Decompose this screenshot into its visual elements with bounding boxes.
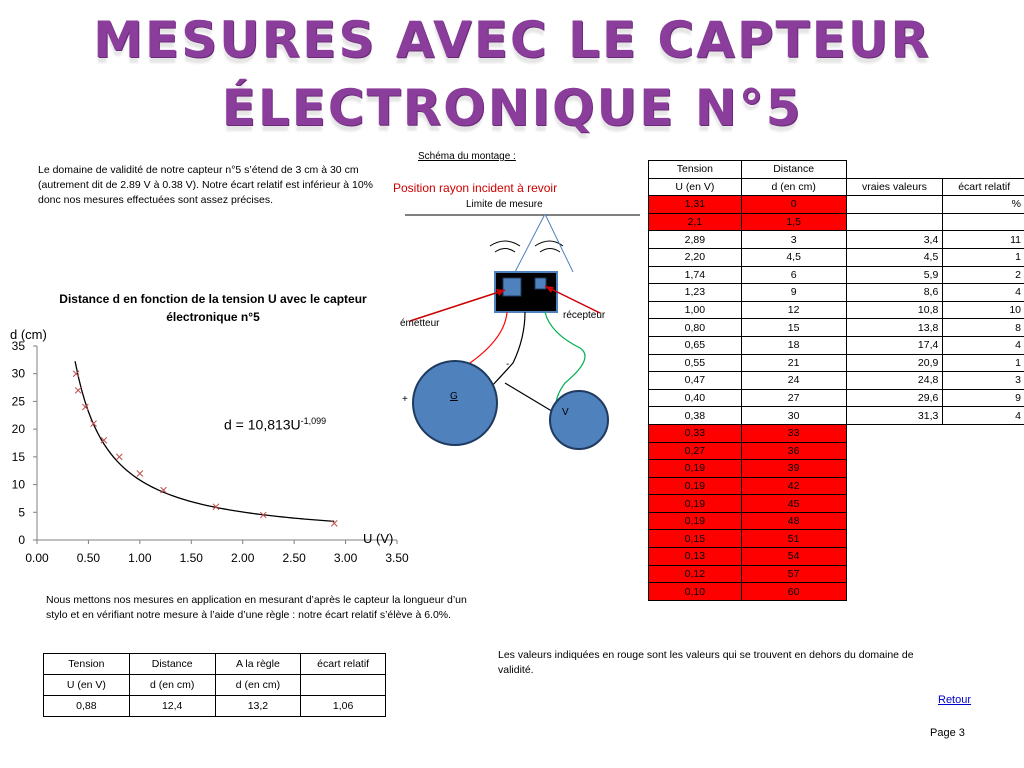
x-tick-label: 2.50 <box>282 551 306 565</box>
cell-tension: 0,47 <box>649 372 742 390</box>
cell-true-value: 8,6 <box>846 284 943 302</box>
generator-label: G <box>450 391 458 402</box>
cell-tension: 0,55 <box>649 354 742 372</box>
blank-cell <box>846 442 943 460</box>
cell-tension: 0,80 <box>649 319 742 337</box>
table-row <box>649 231 1024 249</box>
cell-distance: 48 <box>741 512 846 530</box>
header-blank <box>943 161 1024 179</box>
cell-relative-gap: 4 <box>943 336 1024 354</box>
header-distance: Distance <box>741 161 846 179</box>
app-header-ecart: écart relatif <box>301 654 386 675</box>
cell-true-value: 31,3 <box>846 407 943 425</box>
schema-subtitle: Position rayon incident à revoir <box>393 181 558 195</box>
cell-distance: 57 <box>741 565 846 583</box>
cell-true-value: 4,5 <box>846 248 943 266</box>
table-row <box>649 548 1024 566</box>
cell-true-value: 10,8 <box>846 301 943 319</box>
cell-tension: 0,12 <box>649 565 742 583</box>
circuit-schematic <box>395 208 645 453</box>
y-axis-label: d (cm) <box>10 328 47 342</box>
cell-true-value: 24,8 <box>846 372 943 390</box>
cell-distance: 18 <box>741 336 846 354</box>
cell-distance: 51 <box>741 530 846 548</box>
cell-distance: 4,5 <box>741 248 846 266</box>
table-row <box>649 389 1024 407</box>
cell-relative-gap: 8 <box>943 319 1024 337</box>
cell-distance: 6 <box>741 266 846 284</box>
header-tension: Tension <box>649 161 742 179</box>
cell-tension: 1,23 <box>649 284 742 302</box>
x-tick-label: 3.50 <box>385 551 409 565</box>
chart-title: Distance d en fonction de la tension U avec le capteur électronique n°5 <box>59 292 367 324</box>
blank-cell <box>943 565 1024 583</box>
y-tick-label: 0 <box>18 533 25 547</box>
app-header-distance: Distance <box>129 654 215 675</box>
cell-tension: 0,19 <box>649 512 742 530</box>
table-row <box>649 407 1024 425</box>
blank-cell <box>846 548 943 566</box>
cell-tension: 0,13 <box>649 548 742 566</box>
table-row <box>649 301 1024 319</box>
cell-true-value: 20,9 <box>846 354 943 372</box>
blank-cell <box>943 477 1024 495</box>
back-link[interactable]: Retour <box>938 694 972 706</box>
equation <box>224 416 326 433</box>
chart-svg <box>0 328 420 573</box>
page-number: Page 3 <box>930 727 965 739</box>
y-tick-label: 5 <box>18 505 25 520</box>
cell-tension: 1,31 <box>649 196 742 214</box>
cell-true-value: 13,8 <box>846 319 943 337</box>
cell-distance: 42 <box>741 477 846 495</box>
x-tick-label: 3.00 <box>333 551 358 565</box>
table-row <box>649 354 1024 372</box>
app-value-u: 0,88 <box>44 696 130 717</box>
cell-distance: 15 <box>741 319 846 337</box>
generator-circle <box>413 361 497 445</box>
table-row <box>649 284 1024 302</box>
app-unit-d-regle: d (en cm) <box>215 675 301 696</box>
equation-exponent: -1,099 <box>300 416 327 426</box>
header-true-values: vraies valeurs <box>846 178 943 196</box>
cell-relative-gap: % <box>943 196 1024 214</box>
table-row <box>649 248 1024 266</box>
table-row <box>649 266 1024 284</box>
cell-tension: 1,00 <box>649 301 742 319</box>
x-tick-label: 2.00 <box>231 551 255 565</box>
app-header-tension: Tension <box>44 654 130 675</box>
cell-distance: 45 <box>741 495 846 513</box>
header-unit-d: d (en cm) <box>741 178 846 196</box>
header-blank <box>846 161 943 179</box>
header-unit-u: U (en V) <box>649 178 742 196</box>
y-tick-label: 25 <box>11 394 25 409</box>
limit-label: Limite de mesure <box>466 199 543 210</box>
cell-true-value: 5,9 <box>846 266 943 284</box>
x-tick-label: 1.00 <box>128 551 152 565</box>
blank-cell <box>943 460 1024 478</box>
app-value-ecart: 1,06 <box>301 696 386 717</box>
table-row <box>649 495 1024 513</box>
cell-relative-gap: 4 <box>943 407 1024 425</box>
cell-tension: 0,19 <box>649 477 742 495</box>
header-relative-gap: écart relatif <box>943 178 1024 196</box>
blank-cell <box>943 442 1024 460</box>
app-value-d-regle: 13,2 <box>215 696 301 717</box>
y-tick-label: 10 <box>11 477 25 492</box>
red-values-note: Les valeurs indiquées en rouge sont les valeurs qui se trouvent en dehors du domaine de validité. <box>498 649 914 676</box>
data-point <box>75 387 81 393</box>
blank-cell <box>846 583 943 601</box>
cell-distance: 21 <box>741 354 846 372</box>
measurements-table <box>648 160 1024 601</box>
cell-relative-gap: 1 <box>943 248 1024 266</box>
app-header-regle: A la règle <box>215 654 301 675</box>
cell-distance: 30 <box>741 407 846 425</box>
blank-cell <box>943 530 1024 548</box>
cell-relative-gap: 10 <box>943 301 1024 319</box>
cell-relative-gap: 4 <box>943 284 1024 302</box>
table-row <box>649 530 1024 548</box>
cell-relative-gap <box>943 213 1024 231</box>
application-paragraph: Nous mettons nos mesures en application en mesurant d’après le capteur la longueur d’un stylo et en vérifiant notre mesure à l’aide d’une règle : notre écart relatif s’élève à 6.0%. <box>46 594 467 621</box>
slide-title-line2: ÉLECTRONIQUE N°5 <box>221 79 803 137</box>
cell-distance: 60 <box>741 583 846 601</box>
intro-paragraph: Le domaine de validité de notre capteur n°5 s’étend de 3 cm à 30 cm (autrement dit de 2.89 V à 0.38 V). Notre écart relatif est inférieur à 10% donc nos mesures effectuées sont assez précises. <box>38 164 374 206</box>
minus-label: - <box>506 359 510 370</box>
app-unit-ecart <box>301 675 386 696</box>
cell-distance: 9 <box>741 284 846 302</box>
cell-relative-gap: 9 <box>943 389 1024 407</box>
cell-tension: 0,19 <box>649 495 742 513</box>
cell-true-value: 29,6 <box>846 389 943 407</box>
table-row <box>649 213 1024 231</box>
cell-distance: 24 <box>741 372 846 390</box>
blank-cell <box>943 424 1024 442</box>
table-row <box>649 565 1024 583</box>
cell-true-value <box>846 213 943 231</box>
cell-tension: 0,19 <box>649 460 742 478</box>
cell-tension: 2,89 <box>649 231 742 249</box>
blank-cell <box>846 565 943 583</box>
equation-base: d = 10,813U <box>224 416 301 433</box>
cell-tension: 0,38 <box>649 407 742 425</box>
cell-distance: 1,5 <box>741 213 846 231</box>
cell-tension: 0,33 <box>649 424 742 442</box>
table-row <box>649 336 1024 354</box>
blank-cell <box>943 512 1024 530</box>
slide-title-line1: MESURES AVEC LE CAPTEUR <box>93 11 931 69</box>
cell-tension: 2,1 <box>649 213 742 231</box>
cell-tension: 2,20 <box>649 248 742 266</box>
emitter-label: émetteur <box>400 318 440 329</box>
table-row <box>649 196 1024 214</box>
plus-label: + <box>402 394 408 405</box>
cell-tension: 0,65 <box>649 336 742 354</box>
voltmeter-label: V <box>562 407 569 418</box>
cell-true-value: 3,4 <box>846 231 943 249</box>
cell-distance: 54 <box>741 548 846 566</box>
x-axis-label: U (V) <box>363 531 394 546</box>
cell-tension: 1,74 <box>649 266 742 284</box>
cell-tension: 0,27 <box>649 442 742 460</box>
cell-tension: 0,15 <box>649 530 742 548</box>
blank-cell <box>943 583 1024 601</box>
blank-cell <box>943 495 1024 513</box>
blank-cell <box>846 477 943 495</box>
cell-distance: 3 <box>741 231 846 249</box>
voltmeter-circle <box>550 391 608 449</box>
cell-relative-gap: 1 <box>943 354 1024 372</box>
cell-true-value: 17,4 <box>846 336 943 354</box>
blank-cell <box>846 460 943 478</box>
cell-distance: 39 <box>741 460 846 478</box>
cell-distance: 12 <box>741 301 846 319</box>
application-table <box>43 653 386 717</box>
cell-tension: 0,40 <box>649 389 742 407</box>
table-row <box>649 319 1024 337</box>
emitter-element <box>503 278 521 296</box>
trendline-curve <box>75 361 334 521</box>
cell-distance: 33 <box>741 424 846 442</box>
x-tick-label: 1.50 <box>179 551 203 565</box>
cell-relative-gap: 2 <box>943 266 1024 284</box>
y-tick-label: 15 <box>11 449 25 464</box>
x-tick-label: 0.00 <box>25 551 49 565</box>
blank-cell <box>846 495 943 513</box>
cell-distance: 27 <box>741 389 846 407</box>
table-row <box>649 512 1024 530</box>
y-tick-label: 20 <box>11 422 25 437</box>
blank-cell <box>846 424 943 442</box>
x-tick-label: 0.50 <box>76 551 101 565</box>
cell-true-value <box>846 196 943 214</box>
cell-distance: 36 <box>741 442 846 460</box>
cell-distance: 0 <box>741 196 846 214</box>
y-tick-label: 35 <box>11 339 25 353</box>
app-value-d: 12,4 <box>129 696 215 717</box>
table-row <box>649 372 1024 390</box>
table-row <box>649 477 1024 495</box>
table-row <box>649 460 1024 478</box>
data-point <box>137 470 143 476</box>
cell-tension: 0,10 <box>649 583 742 601</box>
receiver-label: récepteur <box>563 310 606 321</box>
data-point <box>116 454 122 460</box>
cell-relative-gap: 11 <box>943 231 1024 249</box>
blank-cell <box>943 548 1024 566</box>
table-row <box>649 583 1024 601</box>
app-unit-d: d (en cm) <box>129 675 215 696</box>
schema-title: Schéma du montage : <box>418 151 516 162</box>
table-row <box>649 424 1024 442</box>
receiver-element <box>535 278 546 289</box>
blank-cell <box>846 530 943 548</box>
cell-relative-gap: 3 <box>943 372 1024 390</box>
y-tick-label: 30 <box>11 366 25 381</box>
blank-cell <box>846 512 943 530</box>
table-row <box>649 442 1024 460</box>
app-unit-u: U (en V) <box>44 675 130 696</box>
